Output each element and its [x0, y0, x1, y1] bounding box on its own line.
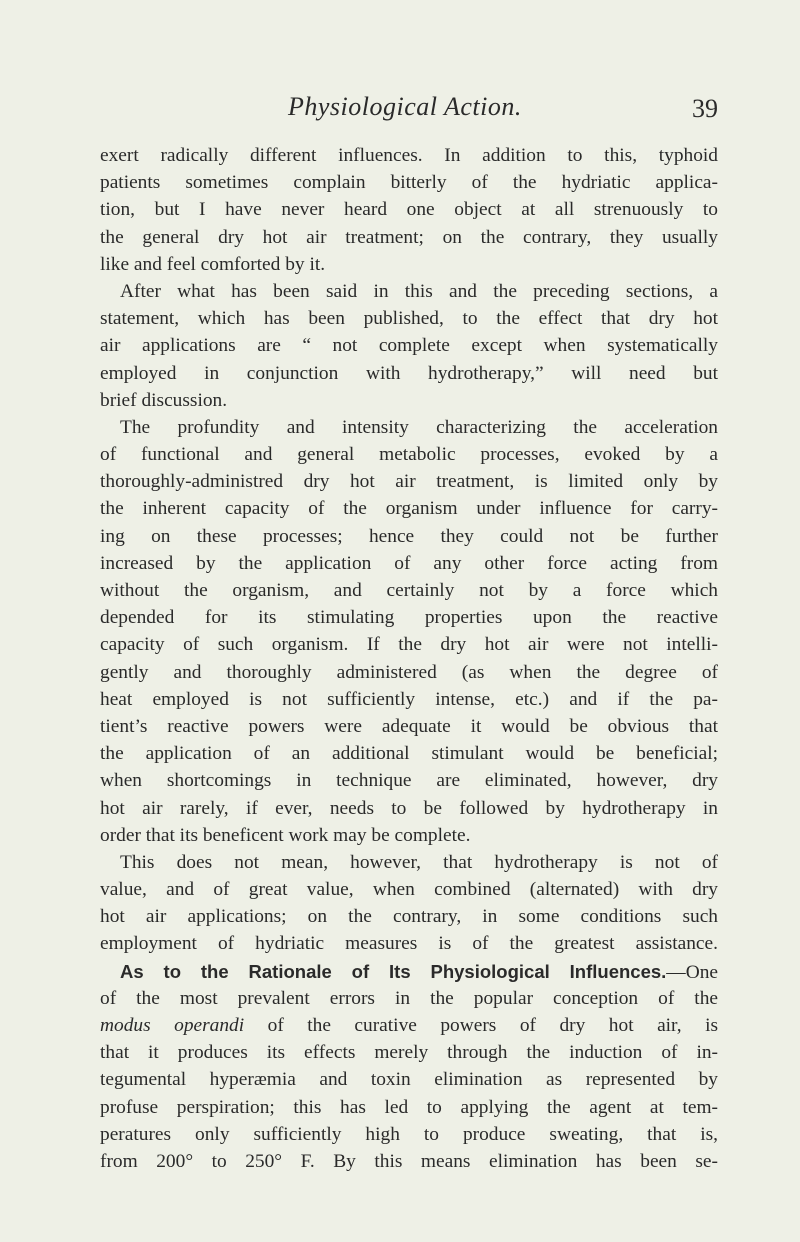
text-fragment: of the curative powers of dry hot air, is — [244, 1015, 719, 1036]
text-line: This does not mean, however, that hydrotherapy is not of — [120, 851, 718, 873]
page-number: 39 — [692, 94, 718, 123]
text-line: capacity of such organism. If the dry hot air were not intelli- — [100, 634, 718, 656]
text-line: After what has been said in this and the preceding sections, a — [120, 280, 718, 302]
section-heading-dash: —One — [666, 961, 718, 983]
text-line: ing on these processes; hence they could not be further — [100, 525, 718, 547]
text-line: thoroughly-administred dry hot air treatment, is limited only by — [100, 471, 718, 493]
text-line: like and feel comforted by it. — [100, 253, 326, 275]
text-line: from 200° to 250° F. By this means elimination has been se- — [100, 1150, 718, 1172]
text-line: the application of an additional stimulant would be beneficial; — [100, 743, 718, 765]
text-line: of the most prevalent errors in the popular conception of the — [100, 987, 718, 1009]
text-line: gently and thoroughly administered (as when the degree of — [100, 661, 718, 683]
text-line: exert radically different influences. In addition to this, typhoid — [100, 145, 718, 166]
running-title: Physiological Action. — [288, 92, 522, 121]
text-line: tion, but I have never heard one object at all strenuously to — [100, 199, 718, 221]
text-line: when shortcomings in technique are eliminated, however, dry — [100, 770, 718, 792]
text-line: tegumental hyperæmia and toxin elimination as represented by — [100, 1069, 718, 1091]
text-line: patients sometimes complain bitterly of the hydriatic applica- — [100, 172, 718, 194]
text-line: profuse perspiration; this has led to applying the agent at tem- — [100, 1096, 718, 1118]
text-line: statement, which has been published, to the effect that dry hot — [100, 308, 718, 330]
text-line: depended for its stimulating properties upon the reactive — [100, 607, 718, 629]
text-line: hot air rarely, if ever, needs to be followed by hydrotherapy in — [100, 797, 718, 819]
text-line: order that its beneficent work may be complete. — [100, 824, 471, 846]
text-line: the general dry hot air treatment; on the contrary, they usually — [100, 226, 718, 248]
text-line: increased by the application of any other force acting from — [100, 552, 718, 574]
text-line: the inherent capacity of the organism under influence for carry- — [100, 498, 718, 520]
running-head — [100, 92, 718, 132]
text-line: brief discussion. — [100, 389, 228, 411]
text-line: of functional and general metabolic processes, evoked by a — [100, 444, 718, 466]
text-line: value, and of great value, when combined (alternated) with dry — [100, 879, 718, 901]
text-line: peratures only sufficiently high to produce sweating, that is, — [100, 1123, 718, 1145]
section-first-line — [100, 958, 718, 985]
text-line: employed in conjunction with hydrotherapy,” will need but — [100, 362, 718, 384]
body-text — [100, 142, 718, 1175]
text-line: employment of hydriatic measures is of the greatest assistance. — [100, 933, 718, 955]
text-line: tient’s reactive powers were adequate it would be obvious that — [100, 715, 718, 737]
text-line: that it produces its effects merely through the induction of in- — [100, 1042, 718, 1064]
text-line-with-italic — [100, 1012, 718, 1039]
text-line: without the organism, and certainly not by a force which — [100, 580, 718, 601]
text-line: heat employed is not sufficiently intense, etc.) and if the pa- — [100, 688, 718, 710]
text-line: The profundity and intensity characterizing the acceleration — [120, 416, 718, 438]
italic-term: modus operandi — [100, 1015, 245, 1036]
text-line: air applications are “ not complete except when systematically — [100, 335, 718, 357]
section-heading: As to the Rationale of Its Physiological Influences. — [120, 960, 667, 982]
text-line: hot air applications; on the contrary, in some conditions such — [100, 906, 718, 928]
